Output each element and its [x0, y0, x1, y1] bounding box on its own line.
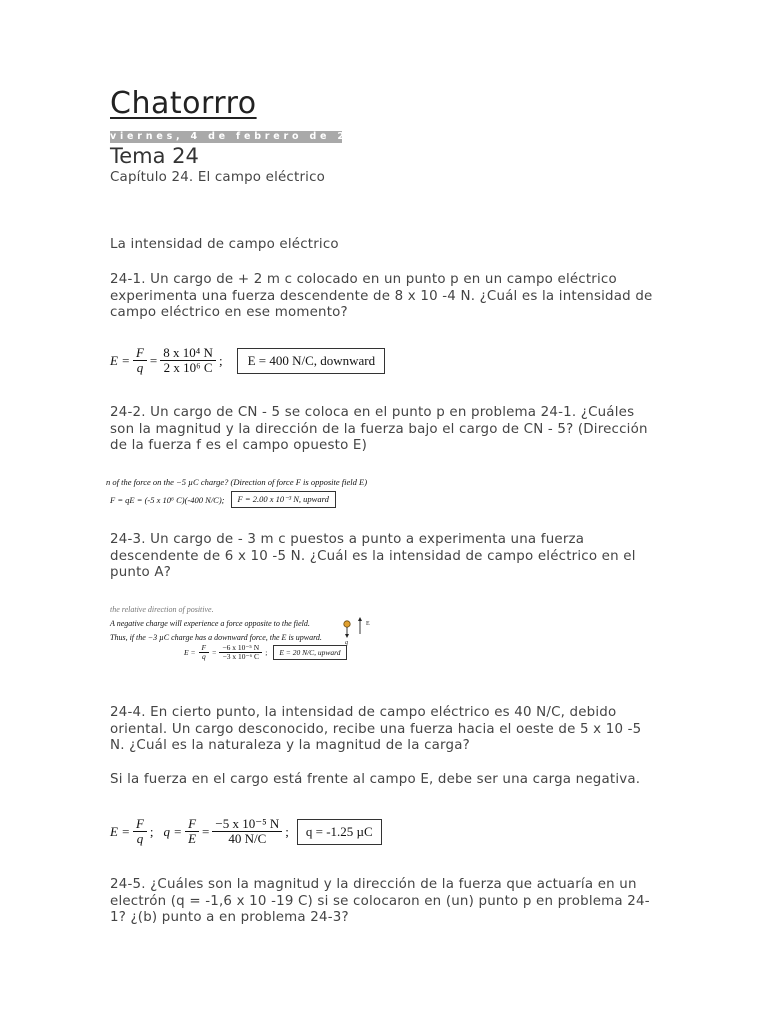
result-box: E = 20 N/C, upward [273, 645, 346, 660]
equals: = [212, 648, 217, 658]
formula-24-4 [110, 817, 382, 847]
charge-label: q [345, 640, 348, 646]
problem-24-4: 24-4. En cierto punto, la intensidad de campo eléctrico es 40 N/C, debido oriental. Un cargo desconocido, recibe una fuerza hacia el oeste de 5 x 10 -5 N. ¿Cuál es la naturaleza y la magnitud de la carga? [110, 705, 642, 754]
formula-24-2 [106, 477, 368, 508]
result-box: E = 400 N/C, downward [237, 348, 385, 374]
equals: = [149, 352, 158, 368]
problem-24-5: 24-5. ¿Cuáles son la magnitud y la dirección de la fuerza que actuaría en un electrón (q = -1,6 x 10 -19 C) si se colocaron en (un) punto p en problema 24-1? ¿(b) punto a en problema 24-3? [110, 877, 650, 926]
post-subtitle: Capítulo 24. El campo eléctrico [110, 170, 326, 185]
separator: ; [265, 648, 268, 658]
formula-note: Thus, if the −3 µC charge has a downward force, the E is upward. [110, 633, 322, 642]
denominator: 2 x 10⁶ C [163, 360, 213, 376]
fraction [133, 346, 147, 376]
fraction [160, 346, 216, 376]
separator: ; [285, 823, 289, 839]
formula-lhs: E = [184, 648, 196, 658]
charge-arrow-icon [340, 616, 380, 646]
numerator: F [133, 817, 147, 832]
numerator: F [199, 644, 210, 653]
denominator: q [136, 360, 144, 376]
formula-note: the relative direction of positive. [110, 605, 214, 614]
blog-title[interactable]: Chatorrro [110, 86, 257, 121]
denominator: q [201, 652, 206, 662]
formula-caption: n of the force on the −5 µC charge? (Direction of force F is opposite field E) [106, 477, 368, 487]
fraction [219, 644, 262, 662]
charge-field-diagram [340, 616, 380, 646]
separator: ; [149, 823, 154, 839]
result-box: q = -1.25 µC [297, 819, 382, 845]
problem-24-3: 24-3. Un cargo de - 3 m c puestos a punto a experimenta una fuerza descendente de 6 x 10 -5 N. ¿Cuál es la intensidad de campo eléctrico en el punto A? [110, 532, 636, 581]
post-date: viernes, 4 de febrero de 2011 [110, 131, 380, 142]
formula-expression: F = qE = (-5 x 10⁶ C)(-400 N/C); [110, 494, 225, 505]
field-label: E [366, 621, 370, 627]
numerator: −6 x 10⁻⁵ N [219, 644, 262, 653]
formula-lhs: E = [110, 352, 130, 368]
formula-lhs: q = [163, 823, 183, 839]
negative-charge-note: Si la fuerza en el cargo está frente al campo E, debe ser una carga negativa. [110, 772, 641, 787]
denominator: q [136, 831, 144, 847]
numerator: F [185, 817, 199, 832]
numerator: 8 x 10⁴ N [160, 346, 216, 361]
numerator: F [133, 346, 147, 361]
separator: ; [218, 352, 223, 368]
fraction [199, 644, 210, 662]
fraction [133, 817, 147, 847]
fraction [212, 817, 282, 847]
formula-24-1 [110, 346, 385, 376]
post-title[interactable]: Tema 24 [110, 144, 199, 168]
formula-note: A negative charge will experience a force opposite to the field. [110, 619, 310, 628]
section-heading: La intensidad de campo eléctrico [110, 237, 339, 252]
denominator: E [188, 831, 197, 847]
denominator: −3 x 10⁻⁶ C [222, 652, 259, 662]
equals: = [202, 823, 210, 839]
denominator: 40 N/C [228, 831, 267, 847]
problem-24-1: 24-1. Un cargo de + 2 m c colocado en un punto p en un campo eléctrico experimenta una fuerza descendente de 8 x 10 -4 N. ¿Cuál es la intensidad de campo eléctrico en ese momento? [110, 272, 653, 321]
numerator: −5 x 10⁻⁵ N [212, 817, 282, 832]
result-box: F = 2.00 x 10⁻³ N, upward [231, 491, 336, 508]
problem-24-2: 24-2. Un cargo de CN - 5 se coloca en el punto p en problema 24-1. ¿Cuáles son la magnitud y la dirección de la fuerza bajo el cargo de CN - 5? (Dirección de la fuerza f es el campo opuesto E) [110, 405, 648, 454]
fraction [185, 817, 199, 847]
formula-lhs: E = [110, 823, 130, 839]
